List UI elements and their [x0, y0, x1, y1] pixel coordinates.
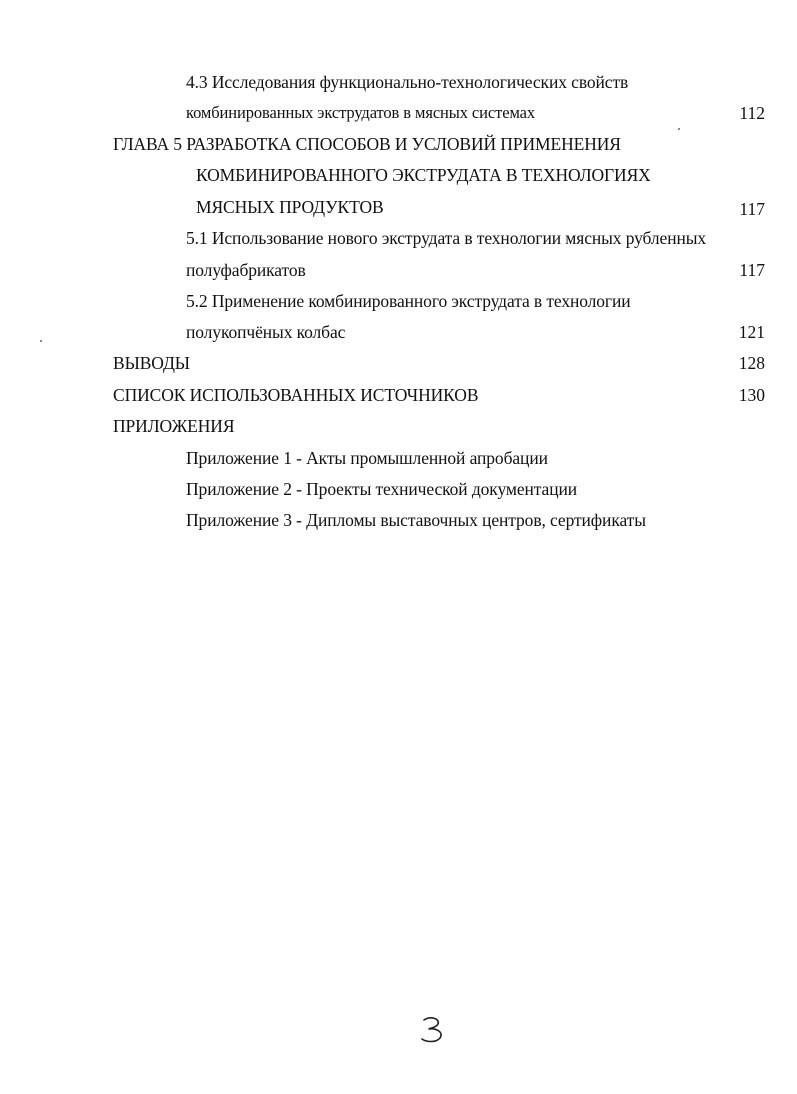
toc-entry-5-1-line-1: 5.1 Использование нового экструдата в технологии мясных рубленных — [186, 228, 707, 248]
handwritten-page-number — [418, 1014, 448, 1044]
toc-entry-chapter-5-line-2: КОМБИНИРОВАННОГО ЭКСТРУДАТА В ТЕХНОЛОГИЯХ — [196, 165, 651, 185]
toc-entry-references: СПИСОК ИСПОЛЬЗОВАННЫХ ИСТОЧНИКОВ — [113, 385, 479, 405]
toc-entry-chapter-5-page: 117 — [739, 199, 765, 219]
toc-entry-4-3-page: 112 — [739, 103, 765, 123]
toc-entry-5-1-page: 117 — [739, 260, 765, 280]
toc-entry-5-2-page: 121 — [738, 322, 765, 342]
toc-entry-5-1-line-2: полуфабрикатов — [186, 260, 306, 280]
toc-entry-references-page: 130 — [738, 385, 765, 405]
toc-entry-appendix-1: Приложение 1 - Акты промышленной апробации — [186, 448, 548, 468]
scan-speck — [40, 340, 42, 342]
toc-entry-5-2-line-1: 5.2 Применение комбинированного экструдата в технологии — [186, 291, 631, 311]
toc-entry-appendix-3: Приложение 3 - Дипломы выставочных центров, сертификаты — [186, 510, 646, 530]
toc-entry-conclusions: ВЫВОДЫ — [113, 353, 190, 373]
toc-entry-appendix-2: Приложение 2 - Проекты технической документации — [186, 479, 577, 499]
toc-entry-conclusions-page: 128 — [738, 353, 765, 373]
toc-entry-appendices: ПРИЛОЖЕНИЯ — [113, 416, 235, 436]
scan-speck — [678, 128, 680, 130]
toc-entry-chapter-5-line-1: ГЛАВА 5 РАЗРАБОТКА СПОСОБОВ И УСЛОВИЙ ПРИМЕНЕНИЯ — [113, 134, 621, 154]
toc-entry-4-3-line-2: комбинированных экструдатов в мясных системах — [186, 103, 536, 122]
toc-entry-5-2-line-2: полукопчёных колбас — [186, 322, 346, 342]
toc-entry-4-3-line-1: 4.3 Исследования функционально-технологических свойств — [186, 72, 629, 92]
toc-entry-chapter-5-line-3: МЯСНЫХ ПРОДУКТОВ — [196, 197, 384, 217]
